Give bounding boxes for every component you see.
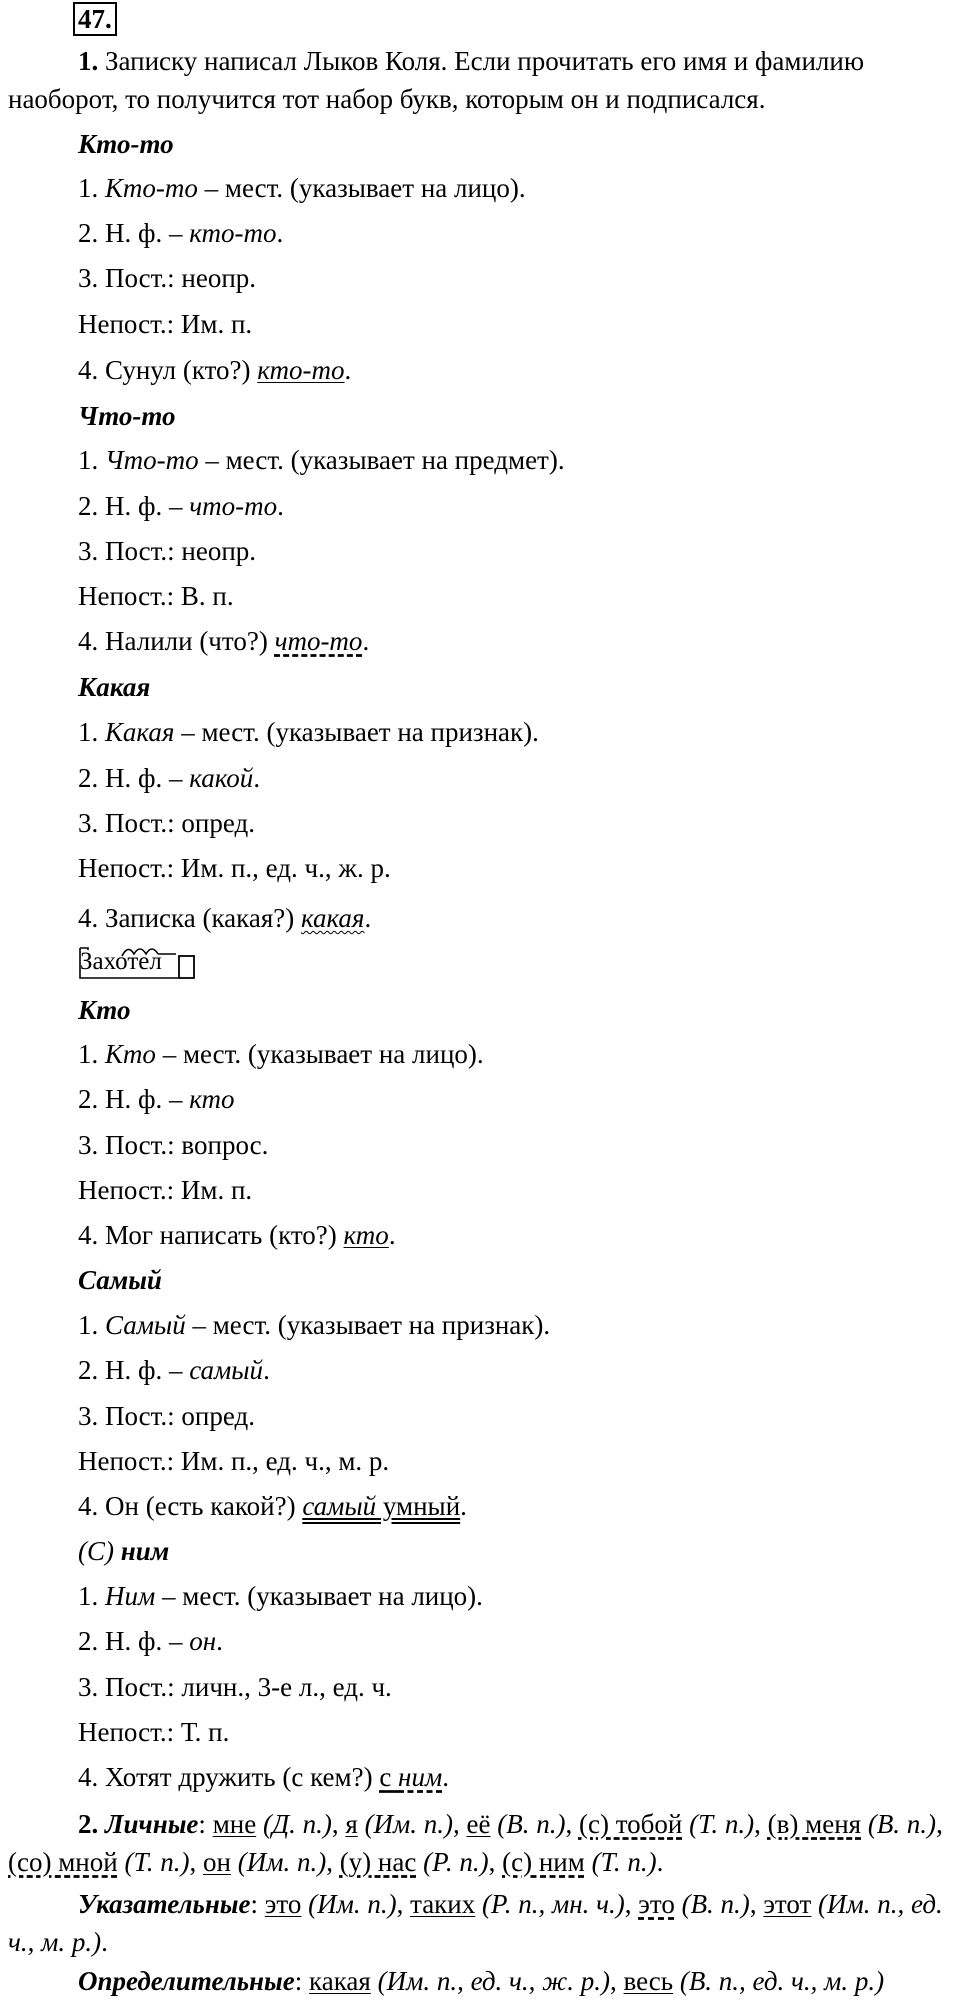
- part2-demonstrative: Указательные: это (Им. п.), таких (Р. п., мн. ч.), это (В. п.), этот (Им. п., ед. ч., м. р.).: [8, 1889, 943, 1957]
- section-heading: Что-то: [78, 401, 176, 431]
- analysis-line-1: 1. Какая – мест. (указывает на признак).: [78, 717, 539, 747]
- analysis-line-2: 2. Н. ф. – какой.: [78, 763, 261, 793]
- object-underlined: с ним: [379, 1762, 443, 1792]
- section-heading: Кто: [78, 995, 131, 1025]
- ending-box: [179, 956, 194, 978]
- predicate-underlined: самый: [302, 1491, 377, 1521]
- analysis-line-4: Непост.: В. п.: [78, 581, 234, 611]
- section-heading: Самый: [78, 1265, 162, 1295]
- analysis-line-3: 3. Пост.: вопрос.: [78, 1130, 269, 1160]
- analysis-line-2: 2. Н. ф. – что-то.: [78, 491, 284, 521]
- analysis-line-5: 4. Налили (что?) что-то.: [78, 626, 370, 656]
- section-heading: Кто-то: [78, 129, 174, 159]
- analysis-line-4: Непост.: Им. п., ед. ч., ж. р.: [78, 853, 391, 883]
- analysis-line-3: 3. Пост.: опред.: [78, 808, 255, 838]
- analysis-line-4: Непост.: Им. п., ед. ч., м. р.: [78, 1446, 390, 1476]
- demonstrative-label: Указательные: [78, 1889, 251, 1919]
- analysis-line-5: 4. Мог написать (кто?) кто.: [78, 1220, 396, 1250]
- task-number: 47.: [73, 2, 117, 36]
- analysis-line-1: 1. Что-то – мест. (указывает на предмет).: [78, 445, 565, 475]
- analysis-line-2: 2. Н. ф. – самый.: [78, 1355, 270, 1385]
- definitive-label: Определительные: [78, 1966, 295, 1996]
- attribute-underlined: какая: [301, 903, 365, 933]
- personal-label: Личные: [105, 1809, 199, 1839]
- intro-text: Записку написал Лыков Коля. Если прочитать его имя и фамилию наоборот, то получится тот набор букв, которым он и подписался.: [8, 46, 865, 114]
- intro-paragraph: [8, 42, 954, 118]
- part2-number: 2.: [78, 1809, 99, 1839]
- subject-underlined: кто-то: [257, 355, 345, 385]
- object-underlined: что-то: [274, 626, 363, 656]
- analysis-line-5: 4. Записка (какая?) какая.: [78, 903, 372, 933]
- verb-word: Захотел: [80, 948, 162, 975]
- analysis-line-1: 1. Кто-то – мест. (указывает на лицо).: [78, 173, 526, 203]
- analysis-line-2: 2. Н. ф. – кто: [78, 1084, 235, 1114]
- analysis-line-5: 4. Хотят дружить (с кем?) с ним.: [78, 1762, 449, 1792]
- analysis-line-4: Непост.: Им. п.: [78, 1175, 253, 1205]
- analysis-line-2: 2. Н. ф. – кто-то.: [78, 218, 284, 248]
- analysis-line-1: 1. Ним – мест. (указывает на лицо).: [78, 1581, 483, 1611]
- analysis-line-3: 3. Пост.: личн., 3-е л., ед. ч.: [78, 1672, 392, 1702]
- analysis-line-3: 3. Пост.: неопр.: [78, 263, 257, 293]
- section-heading: Какая: [78, 672, 151, 702]
- analysis-line-1: 1. Кто – мест. (указывает на лицо).: [78, 1039, 484, 1069]
- analysis-line-4: Непост.: Им. п.: [78, 309, 253, 339]
- part2-definitive: Определительные: какая (Им. п., ед. ч., ж. р.), весь (В. п., ед. ч., м. р.): [78, 1966, 885, 1996]
- analysis-line-5: 4. Сунул (кто?) кто-то.: [78, 355, 352, 385]
- intro-number: 1.: [78, 46, 99, 76]
- analysis-line-2: 2. Н. ф. – он.: [78, 1626, 223, 1656]
- analysis-line-3: 3. Пост.: неопр.: [78, 536, 257, 566]
- analysis-line-5: 4. Он (есть какой?) самый умный.: [78, 1491, 467, 1521]
- analysis-line-1: 1. Самый – мест. (указывает на признак).: [78, 1310, 551, 1340]
- subject-underlined: кто: [343, 1220, 389, 1250]
- part2-personal: 2. Личные: мне (Д. п.), я (Им. п.), её (В. п.), (с) тобой (Т. п.), (в) меня (В. п.), (со) мной (Т. п.), он (Им. п.), (у) нас (Р. п.), (с) ним (Т. п.).: [8, 1809, 943, 1877]
- analysis-line-4: Непост.: Т. п.: [78, 1717, 230, 1747]
- analysis-line-3: 3. Пост.: опред.: [78, 1401, 255, 1431]
- section-heading: (С) ним: [78, 1536, 170, 1566]
